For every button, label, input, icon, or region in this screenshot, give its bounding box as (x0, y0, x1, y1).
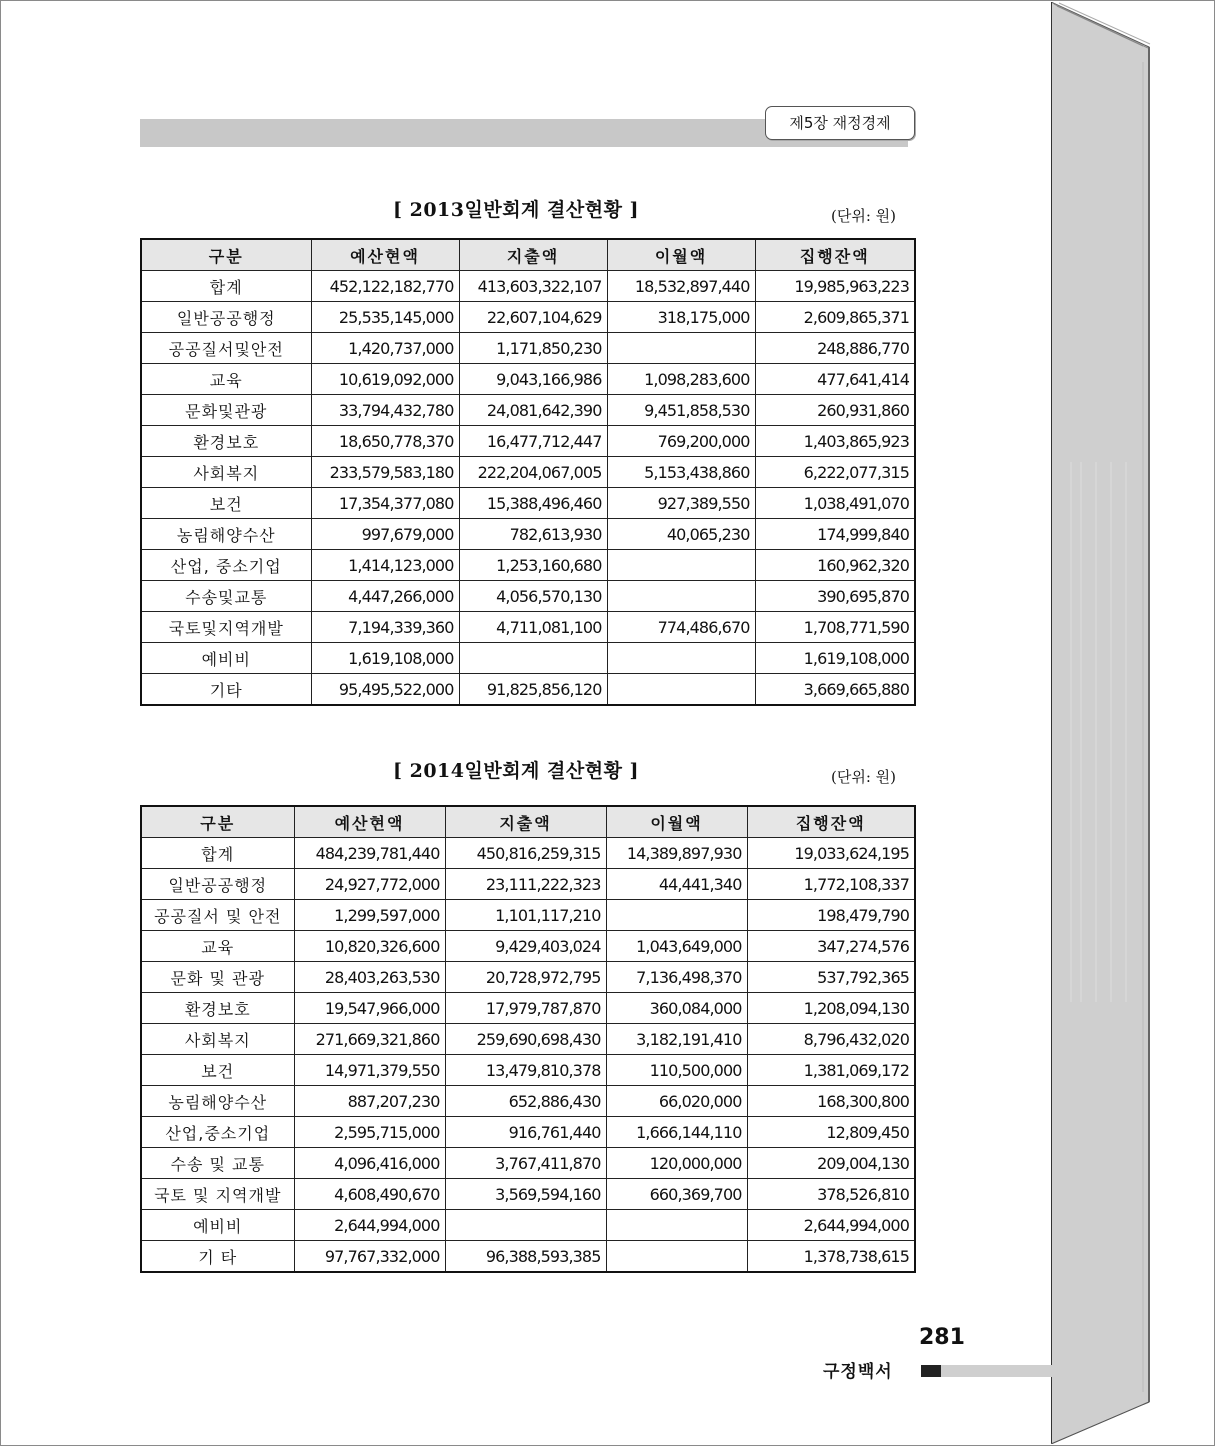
amount-cell (606, 900, 747, 931)
budget-table-2014 (140, 805, 916, 1273)
category-cell: 교육 (141, 931, 294, 962)
amount-cell: 18,650,778,370 (311, 426, 459, 457)
amount-cell: 9,043,166,986 (459, 364, 607, 395)
amount-cell: 660,369,700 (606, 1179, 747, 1210)
amount-cell (606, 1241, 747, 1273)
category-cell: 합계 (141, 838, 294, 869)
amount-cell: 20,728,972,795 (445, 962, 606, 993)
amount-cell: 1,772,108,337 (747, 869, 915, 900)
amount-cell: 1,381,069,172 (747, 1055, 915, 1086)
amount-cell (607, 333, 755, 364)
amount-cell: 1,208,094,130 (747, 993, 915, 1024)
table-row (141, 1210, 915, 1241)
amount-cell: 769,200,000 (607, 426, 755, 457)
amount-cell: 1,708,771,590 (755, 612, 915, 643)
category-cell: 합계 (141, 271, 311, 302)
amount-cell: 1,378,738,615 (747, 1241, 915, 1273)
category-cell: 일반공공행정 (141, 302, 311, 333)
amount-cell: 33,794,432,780 (311, 395, 459, 426)
table-row (141, 581, 915, 612)
amount-cell: 28,403,263,530 (294, 962, 445, 993)
table-row (141, 1117, 915, 1148)
category-cell: 환경보호 (141, 993, 294, 1024)
table-row (141, 838, 915, 869)
amount-cell: 347,274,576 (747, 931, 915, 962)
amount-cell: 19,985,963,223 (755, 271, 915, 302)
table-row (141, 1148, 915, 1179)
amount-cell: 260,931,860 (755, 395, 915, 426)
amount-cell: 9,451,858,530 (607, 395, 755, 426)
page-number: 281 (919, 1325, 965, 1350)
amount-cell: 13,479,810,378 (445, 1055, 606, 1086)
amount-cell: 17,979,787,870 (445, 993, 606, 1024)
amount-cell: 14,971,379,550 (294, 1055, 445, 1086)
column-header: 이월액 (606, 806, 747, 838)
amount-cell: 1,619,108,000 (311, 643, 459, 674)
amount-cell: 2,644,994,000 (747, 1210, 915, 1241)
category-cell: 사회복지 (141, 457, 311, 488)
amount-cell: 3,182,191,410 (606, 1024, 747, 1055)
amount-cell: 1,666,144,110 (606, 1117, 747, 1148)
unit-label-2013: (단위: 원) (831, 207, 896, 225)
table-row (141, 426, 915, 457)
category-cell: 예비비 (141, 1210, 294, 1241)
column-header: 집행잔액 (755, 239, 915, 271)
table-row (141, 1086, 915, 1117)
amount-cell: 259,690,698,430 (445, 1024, 606, 1055)
column-header: 집행잔액 (747, 806, 915, 838)
amount-cell: 14,389,897,930 (606, 838, 747, 869)
table-row (141, 900, 915, 931)
table-row (141, 364, 915, 395)
amount-cell: 2,595,715,000 (294, 1117, 445, 1148)
amount-cell: 360,084,000 (606, 993, 747, 1024)
table-header-row (141, 806, 915, 838)
amount-cell: 378,526,810 (747, 1179, 915, 1210)
category-cell: 환경보호 (141, 426, 311, 457)
amount-cell: 248,886,770 (755, 333, 915, 364)
table-row (141, 457, 915, 488)
category-cell: 수송 및 교통 (141, 1148, 294, 1179)
amount-cell: 110,500,000 (606, 1055, 747, 1086)
category-cell: 공공질서 및 안전 (141, 900, 294, 931)
amount-cell: 2,609,865,371 (755, 302, 915, 333)
amount-cell (459, 643, 607, 674)
amount-cell: 3,569,594,160 (445, 1179, 606, 1210)
amount-cell: 222,204,067,005 (459, 457, 607, 488)
amount-cell: 233,579,583,180 (311, 457, 459, 488)
amount-cell: 4,447,266,000 (311, 581, 459, 612)
amount-cell: 271,669,321,860 (294, 1024, 445, 1055)
category-cell: 기 타 (141, 1241, 294, 1273)
amount-cell: 3,767,411,870 (445, 1148, 606, 1179)
amount-cell: 4,096,416,000 (294, 1148, 445, 1179)
amount-cell: 96,388,593,385 (445, 1241, 606, 1273)
amount-cell: 10,820,326,600 (294, 931, 445, 962)
amount-cell: 168,300,800 (747, 1086, 915, 1117)
column-header: 구분 (141, 806, 294, 838)
amount-cell: 19,033,624,195 (747, 838, 915, 869)
amount-cell (606, 1210, 747, 1241)
category-cell: 산업,중소기업 (141, 1117, 294, 1148)
table-row (141, 962, 915, 993)
table-row (141, 1179, 915, 1210)
table-row (141, 519, 915, 550)
amount-cell: 160,962,320 (755, 550, 915, 581)
amount-cell (445, 1210, 606, 1241)
amount-cell: 15,388,496,460 (459, 488, 607, 519)
amount-cell: 10,619,092,000 (311, 364, 459, 395)
amount-cell: 44,441,340 (606, 869, 747, 900)
amount-cell: 5,153,438,860 (607, 457, 755, 488)
amount-cell: 9,429,403,024 (445, 931, 606, 962)
amount-cell: 1,043,649,000 (606, 931, 747, 962)
amount-cell: 774,486,670 (607, 612, 755, 643)
footer-bar (941, 1365, 1052, 1377)
amount-cell: 652,886,430 (445, 1086, 606, 1117)
table-row (141, 1241, 915, 1273)
category-cell: 사회복지 (141, 1024, 294, 1055)
amount-cell: 6,222,077,315 (755, 457, 915, 488)
amount-cell: 450,816,259,315 (445, 838, 606, 869)
amount-cell: 887,207,230 (294, 1086, 445, 1117)
amount-cell: 209,004,130 (747, 1148, 915, 1179)
category-cell: 농림해양수산 (141, 1086, 294, 1117)
amount-cell: 174,999,840 (755, 519, 915, 550)
amount-cell: 997,679,000 (311, 519, 459, 550)
amount-cell: 198,479,790 (747, 900, 915, 931)
amount-cell: 7,136,498,370 (606, 962, 747, 993)
amount-cell: 1,171,850,230 (459, 333, 607, 364)
amount-cell: 1,101,117,210 (445, 900, 606, 931)
chapter-label: 제5장 재정경제 (765, 106, 915, 140)
category-cell: 국토및지역개발 (141, 612, 311, 643)
amount-cell: 390,695,870 (755, 581, 915, 612)
budget-table-2013 (140, 238, 916, 706)
table-row (141, 271, 915, 302)
column-header: 예산현액 (294, 806, 445, 838)
amount-cell: 916,761,440 (445, 1117, 606, 1148)
category-cell: 문화및관광 (141, 395, 311, 426)
amount-cell: 66,020,000 (606, 1086, 747, 1117)
table-row (141, 488, 915, 519)
category-cell: 공공질서및안전 (141, 333, 311, 364)
amount-cell: 25,535,145,000 (311, 302, 459, 333)
amount-cell: 18,532,897,440 (607, 271, 755, 302)
book-edge-illustration (1051, 2, 1155, 1444)
column-header: 지출액 (459, 239, 607, 271)
table-row (141, 333, 915, 364)
amount-cell: 1,403,865,923 (755, 426, 915, 457)
amount-cell: 413,603,322,107 (459, 271, 607, 302)
amount-cell: 3,669,665,880 (755, 674, 915, 706)
amount-cell (607, 581, 755, 612)
amount-cell: 1,619,108,000 (755, 643, 915, 674)
table-row (141, 612, 915, 643)
category-cell: 문화 및 관광 (141, 962, 294, 993)
amount-cell: 120,000,000 (606, 1148, 747, 1179)
unit-label-2014: (단위: 원) (831, 768, 896, 786)
amount-cell: 12,809,450 (747, 1117, 915, 1148)
table-header-row (141, 239, 915, 271)
category-cell: 교육 (141, 364, 311, 395)
category-cell: 보건 (141, 488, 311, 519)
amount-cell (607, 643, 755, 674)
table-row (141, 931, 915, 962)
amount-cell: 95,495,522,000 (311, 674, 459, 706)
column-header: 이월액 (607, 239, 755, 271)
amount-cell: 17,354,377,080 (311, 488, 459, 519)
amount-cell: 91,825,856,120 (459, 674, 607, 706)
amount-cell: 452,122,182,770 (311, 271, 459, 302)
table-title-2014: [ 2014일반회계 결산현황 ] (393, 760, 640, 782)
amount-cell (607, 674, 755, 706)
amount-cell: 1,253,160,680 (459, 550, 607, 581)
table-title-2013: [ 2013일반회계 결산현황 ] (393, 199, 640, 221)
table-row (141, 302, 915, 333)
table-row (141, 1024, 915, 1055)
amount-cell: 4,711,081,100 (459, 612, 607, 643)
amount-cell: 16,477,712,447 (459, 426, 607, 457)
amount-cell: 782,613,930 (459, 519, 607, 550)
book-title: 구정백서 (823, 1362, 893, 1382)
category-cell: 농림해양수산 (141, 519, 311, 550)
amount-cell: 927,389,550 (607, 488, 755, 519)
amount-cell: 1,299,597,000 (294, 900, 445, 931)
amount-cell: 4,608,490,670 (294, 1179, 445, 1210)
amount-cell: 1,038,491,070 (755, 488, 915, 519)
amount-cell: 24,081,642,390 (459, 395, 607, 426)
category-cell: 일반공공행정 (141, 869, 294, 900)
category-cell: 수송및교통 (141, 581, 311, 612)
column-header: 구분 (141, 239, 311, 271)
amount-cell: 7,194,339,360 (311, 612, 459, 643)
category-cell: 기타 (141, 674, 311, 706)
category-cell: 국토 및 지역개발 (141, 1179, 294, 1210)
table-row (141, 869, 915, 900)
column-header: 예산현액 (311, 239, 459, 271)
document-page (2, 2, 1052, 1443)
category-cell: 산업, 중소기업 (141, 550, 311, 581)
amount-cell: 23,111,222,323 (445, 869, 606, 900)
amount-cell: 22,607,104,629 (459, 302, 607, 333)
table-row (141, 1055, 915, 1086)
amount-cell: 1,098,283,600 (607, 364, 755, 395)
amount-cell: 24,927,772,000 (294, 869, 445, 900)
table-row (141, 395, 915, 426)
table-row (141, 643, 915, 674)
table-row (141, 550, 915, 581)
amount-cell: 484,239,781,440 (294, 838, 445, 869)
amount-cell (607, 550, 755, 581)
amount-cell: 97,767,332,000 (294, 1241, 445, 1273)
amount-cell: 2,644,994,000 (294, 1210, 445, 1241)
amount-cell: 19,547,966,000 (294, 993, 445, 1024)
amount-cell: 537,792,365 (747, 962, 915, 993)
category-cell: 예비비 (141, 643, 311, 674)
amount-cell: 318,175,000 (607, 302, 755, 333)
amount-cell: 8,796,432,020 (747, 1024, 915, 1055)
table-row (141, 993, 915, 1024)
amount-cell: 477,641,414 (755, 364, 915, 395)
amount-cell: 4,056,570,130 (459, 581, 607, 612)
amount-cell: 1,414,123,000 (311, 550, 459, 581)
footer-marker (921, 1365, 941, 1377)
table-row (141, 674, 915, 706)
category-cell: 보건 (141, 1055, 294, 1086)
column-header: 지출액 (445, 806, 606, 838)
amount-cell: 40,065,230 (607, 519, 755, 550)
amount-cell: 1,420,737,000 (311, 333, 459, 364)
